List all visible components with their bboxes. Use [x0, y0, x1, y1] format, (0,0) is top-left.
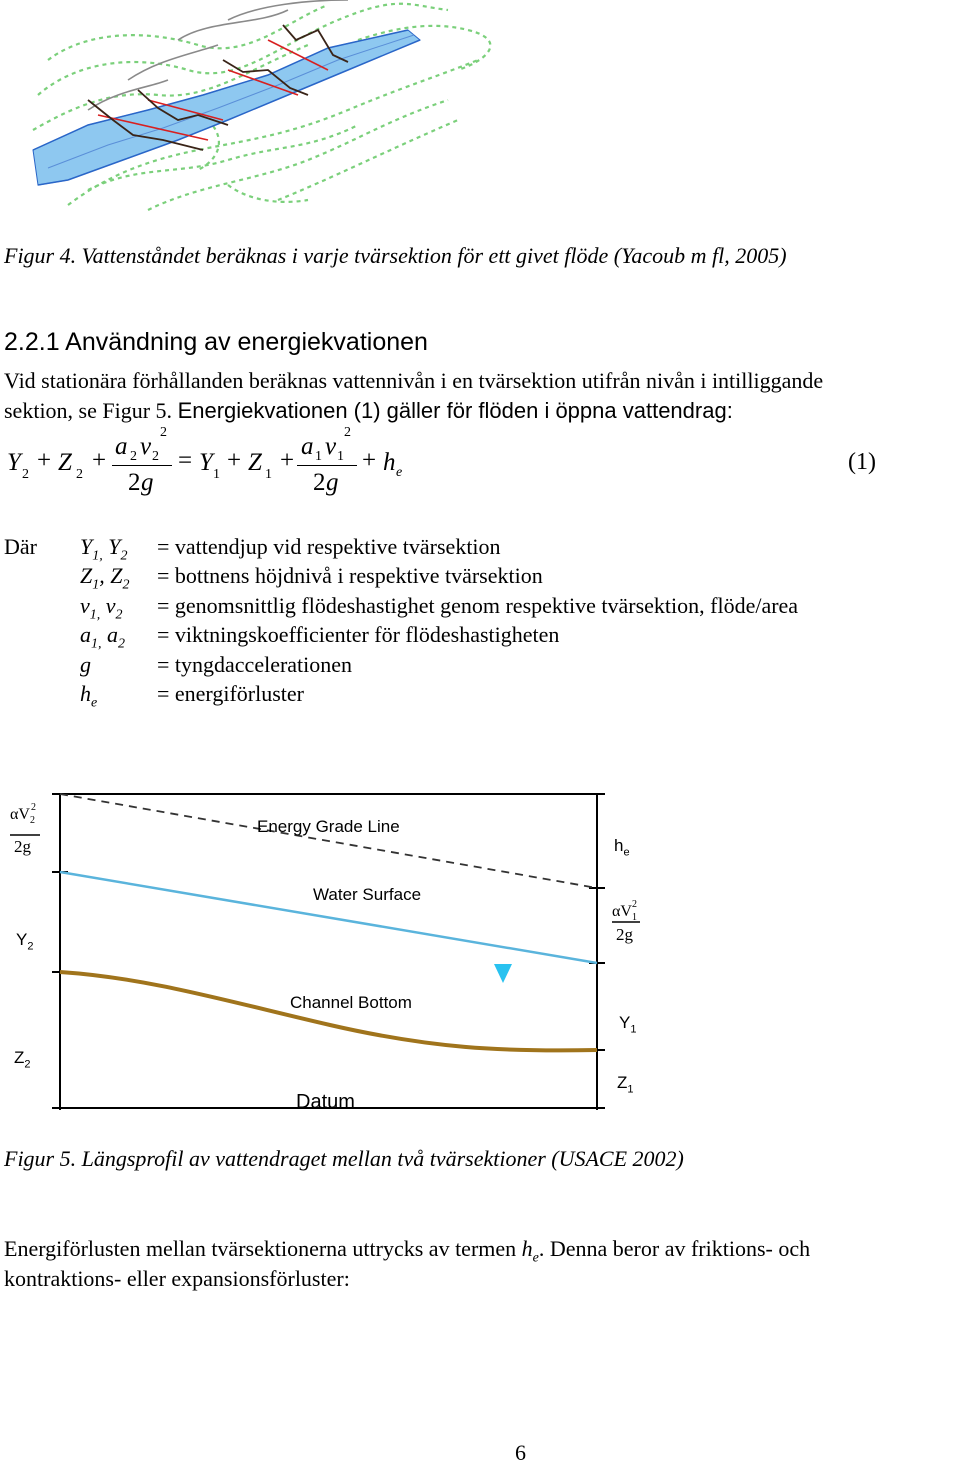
- eq-v1-sub: 1: [337, 449, 344, 464]
- closing-line-2: kontraktions- eller expansionsförluster:: [4, 1266, 350, 1291]
- energy-grade-line: [60, 794, 597, 888]
- eq-two-1: 2: [128, 469, 141, 496]
- page-number: 6: [515, 1440, 526, 1465]
- figure5-caption: Figur 5. Längsprofil av vattendraget mellan två tvärsektioner (USACE 2002): [4, 1146, 684, 1171]
- figure4-illustration: [28, 0, 498, 215]
- eq-v1-sup: 2: [344, 425, 351, 440]
- eq-fraction-line-2: [297, 465, 357, 466]
- eq-h-symbol: h: [383, 449, 396, 476]
- label-alpha-v1-right-sup: 2: [632, 899, 637, 910]
- def-text-he: = energiförluster: [157, 681, 305, 706]
- closing-he-symbol: h: [521, 1236, 533, 1261]
- eq-plus-2: +: [92, 447, 107, 474]
- section-heading: 2.2.1 Användning av energiekvationen: [4, 328, 428, 356]
- eq-a1-sub: 1: [315, 449, 322, 464]
- eq-y1-sub: 1: [213, 467, 220, 482]
- eq-z1-sub: 1: [265, 467, 272, 482]
- label-datum: Datum: [296, 1091, 355, 1113]
- eq-plus-1: +: [37, 447, 52, 474]
- eq-fraction-line-1: [112, 465, 172, 466]
- def-text-y: = vattendjup vid respektive tvärsektion: [157, 534, 501, 559]
- def-symbol-a: $a_{1,}$ $a_2$: [80, 622, 125, 652]
- terrain-contours: [33, 4, 490, 210]
- def-symbol-he: $h_e$: [80, 681, 98, 711]
- eq-a2-symbol: a: [115, 433, 128, 460]
- label-energy-grade-line: Energy Grade Line: [257, 817, 400, 836]
- label-alpha-v1-right: $\alpha V_1$: [612, 903, 637, 924]
- energy-equation: [0, 425, 960, 515]
- eq-plus-3: +: [227, 447, 242, 474]
- label-water-surface: Water Surface: [313, 885, 422, 904]
- eq-two-2: 2: [313, 469, 326, 496]
- eq-plus-5: +: [362, 447, 377, 474]
- eq-z1-symbol: Z: [248, 449, 262, 476]
- eq-equals: =: [178, 447, 193, 474]
- def-symbol-y: $Y_{1,}$ $Y_2$: [80, 534, 128, 564]
- def-symbol-z: $Z_1$, $Z_2$: [80, 563, 130, 593]
- intro-line-2-part-a: sektion, se Figur 5.: [4, 398, 178, 423]
- def-text-v: = genomsnittlig flödeshastighet genom respektive tvärsektion, flöde/area: [157, 593, 799, 618]
- eq-y2-symbol: Y: [7, 449, 21, 476]
- label-alpha-v2-left-sup: 2: [31, 802, 36, 813]
- label-alpha-v2-left: $\alpha V_2$: [10, 806, 35, 827]
- eq-g-2: g: [326, 469, 339, 496]
- eq-v2-sub: 2: [152, 449, 159, 464]
- closing-he-sub: e: [532, 1250, 539, 1266]
- def-text-g: = tyngdaccelerationen: [157, 652, 353, 677]
- eq-plus-4: +: [280, 447, 295, 474]
- equation-number: (1): [848, 449, 876, 475]
- def-text-a: = viktningskoefficienter för flödeshastigheten: [157, 622, 560, 647]
- label-y1: $Y_1$: [619, 1013, 637, 1036]
- label-he: $h_e$: [614, 836, 630, 859]
- label-2g-left: 2g: [14, 837, 31, 856]
- eq-v2-sup: 2: [160, 425, 167, 440]
- figure5-diagram: [0, 780, 660, 1120]
- eq-v1-symbol: v: [325, 433, 337, 460]
- intro-line-2: [4, 396, 733, 426]
- eq-g-1: g: [141, 469, 154, 496]
- eq-h-sub: e: [396, 465, 403, 480]
- label-y2: $Y_2$: [16, 930, 34, 953]
- eq-v2-symbol: v: [140, 433, 152, 460]
- eq-z2-sub: 2: [76, 467, 83, 482]
- def-symbol-g: g: [80, 652, 91, 677]
- intro-line-1: Vid stationära förhållanden beräknas vattennivån i en tvärsektion utifrån nivån i intilliggande: [4, 368, 824, 393]
- label-z2: $Z_2$: [14, 1048, 31, 1071]
- eq-y2-sub: 2: [22, 467, 29, 482]
- eq-a2-sub: 2: [130, 449, 137, 464]
- label-channel-bottom: Channel Bottom: [290, 993, 412, 1012]
- intro-line-2-part-b: Energiekvationen (1) gäller för flöden i öppna vattendrag:: [177, 398, 733, 423]
- def-text-z: = bottnens höjdnivå i respektive tvärsektion: [157, 563, 543, 588]
- figure4-caption: Figur 4. Vattenståndet beräknas i varje tvärsektion för ett givet flöde (Yacoub m fl, 2005): [4, 243, 787, 268]
- definitions-intro: Där: [4, 534, 37, 559]
- water-surface-marker: [494, 964, 512, 983]
- cross-sections: [88, 25, 348, 150]
- label-z1: $Z_1$: [617, 1073, 634, 1096]
- eq-a1-symbol: a: [301, 433, 314, 460]
- def-symbol-v: $v_{1,}$ $v_2$: [80, 593, 123, 623]
- closing-line-1-a: Energiförlusten mellan tvärsektionerna uttrycks av termen: [4, 1236, 522, 1261]
- closing-line-1-b: . Denna beror av friktions- och: [538, 1236, 811, 1261]
- label-2g-right: 2g: [616, 925, 633, 944]
- eq-y1-symbol: Y: [199, 449, 213, 476]
- eq-z2-symbol: Z: [58, 449, 72, 476]
